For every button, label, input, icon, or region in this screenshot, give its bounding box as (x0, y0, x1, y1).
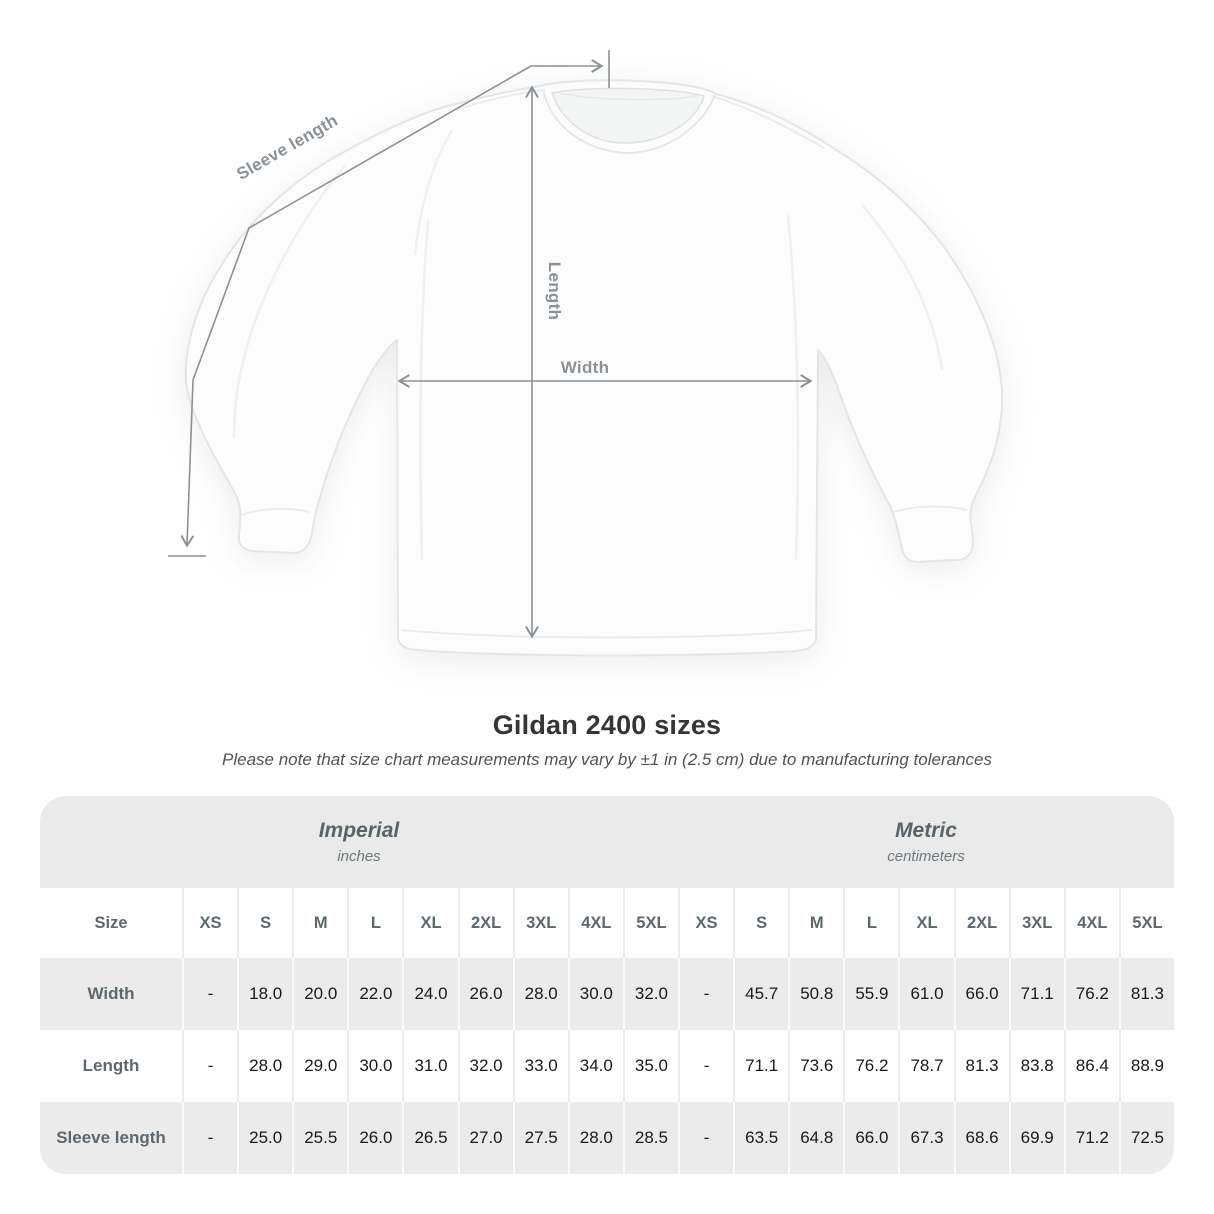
metric-unit-label: centimeters (887, 848, 965, 865)
length-imperial-2xl: 32.0 (458, 1030, 513, 1102)
width-imperial-s: 18.0 (237, 958, 292, 1030)
width-imperial-xl: 24.0 (402, 958, 457, 1030)
length-metric-5xl: 88.9 (1119, 1030, 1174, 1102)
length-metric-l: 76.2 (843, 1030, 898, 1102)
width-metric-xl: 61.0 (898, 958, 953, 1030)
metric-size-header: 2XL (954, 888, 1009, 958)
length-metric-4xl: 86.4 (1064, 1030, 1119, 1102)
imperial-size-header: M (292, 888, 347, 958)
width-imperial-2xl: 26.0 (458, 958, 513, 1030)
imperial-size-header: 3XL (513, 888, 568, 958)
width-imperial-3xl: 28.0 (513, 958, 568, 1030)
metric-size-header: 4XL (1064, 888, 1119, 958)
width-imperial-4xl: 30.0 (568, 958, 623, 1030)
width-metric-2xl: 66.0 (954, 958, 1009, 1030)
width-imperial-m: 20.0 (292, 958, 347, 1030)
sleeve-metric-xl: 67.3 (898, 1102, 953, 1174)
width-metric-3xl: 71.1 (1009, 958, 1064, 1030)
sleeve-metric-4xl: 71.2 (1064, 1102, 1119, 1174)
imperial-size-header: 4XL (568, 888, 623, 958)
width-metric-4xl: 76.2 (1064, 958, 1119, 1030)
page-subtitle: Please note that size chart measurements may vary by ±1 in (2.5 cm) due to manufacturing tolerances (222, 750, 992, 769)
width-metric-m: 50.8 (788, 958, 843, 1030)
imperial-size-header: 5XL (623, 888, 678, 958)
sleeve-length-label: Sleeve length (233, 110, 342, 184)
sleeve-length-row (40, 1102, 1174, 1174)
sleeve-metric-2xl: 68.6 (954, 1102, 1009, 1174)
size-header-row (40, 888, 1174, 958)
width-label: Width (560, 358, 610, 377)
sleeve-metric-5xl: 72.5 (1119, 1102, 1174, 1174)
width-row (40, 958, 1174, 1030)
imperial-size-header: L (347, 888, 402, 958)
length-metric-xl: 78.7 (898, 1030, 953, 1102)
imperial-size-header: S (237, 888, 292, 958)
row-label: Width (87, 984, 135, 1003)
sleeve-imperial-2xl: 27.0 (458, 1102, 513, 1174)
width-imperial-5xl: 32.0 (623, 958, 678, 1030)
length-metric-m: 73.6 (788, 1030, 843, 1102)
width-metric-s: 45.7 (733, 958, 788, 1030)
metric-section-header (678, 796, 1174, 888)
sleeve-metric-3xl: 69.9 (1009, 1102, 1064, 1174)
width-imperial-xs: - (182, 958, 237, 1030)
length-imperial-5xl: 35.0 (623, 1030, 678, 1102)
metric-size-header: 3XL (1009, 888, 1064, 958)
metric-size-header: L (843, 888, 898, 958)
length-imperial-m: 29.0 (292, 1030, 347, 1102)
metric-label: Metric (895, 819, 957, 842)
metric-size-header: S (733, 888, 788, 958)
unit-systems-band (40, 796, 1174, 888)
length-imperial-s: 28.0 (237, 1030, 292, 1102)
imperial-unit-label: inches (337, 848, 381, 865)
row-label: Sleeve length (56, 1128, 166, 1147)
sleeve-imperial-m: 25.5 (292, 1102, 347, 1174)
length-imperial-xs: - (182, 1030, 237, 1102)
length-metric-3xl: 83.8 (1009, 1030, 1064, 1102)
sleeve-imperial-s: 25.0 (237, 1102, 292, 1174)
width-metric-xs: - (678, 958, 733, 1030)
sleeve-imperial-xl: 26.5 (402, 1102, 457, 1174)
metric-size-header: 5XL (1119, 888, 1174, 958)
length-imperial-l: 30.0 (347, 1030, 402, 1102)
length-imperial-4xl: 34.0 (568, 1030, 623, 1102)
length-imperial-xl: 31.0 (402, 1030, 457, 1102)
imperial-label: Imperial (318, 819, 400, 842)
length-label: Length (545, 261, 564, 321)
imperial-size-header: XS (182, 888, 237, 958)
length-row (40, 1030, 1174, 1102)
sleeve-metric-s: 63.5 (733, 1102, 788, 1174)
metric-size-header: M (788, 888, 843, 958)
sleeve-imperial-xs: - (182, 1102, 237, 1174)
sleeve-metric-xs: - (678, 1102, 733, 1174)
length-metric-2xl: 81.3 (954, 1030, 1009, 1102)
length-metric-xs: - (678, 1030, 733, 1102)
width-metric-5xl: 81.3 (1119, 958, 1174, 1030)
page-title: Gildan 2400 sizes (492, 710, 722, 740)
size-table (40, 796, 1174, 1174)
row-label: Length (82, 1056, 140, 1075)
imperial-size-header: 2XL (458, 888, 513, 958)
length-imperial-3xl: 33.0 (513, 1030, 568, 1102)
sleeve-imperial-l: 26.0 (347, 1102, 402, 1174)
sleeve-metric-l: 66.0 (843, 1102, 898, 1174)
sleeve-imperial-5xl: 28.5 (623, 1102, 678, 1174)
imperial-size-header: XL (402, 888, 457, 958)
imperial-section-header (40, 796, 678, 888)
sleeve-imperial-4xl: 28.0 (568, 1102, 623, 1174)
width-metric-l: 55.9 (843, 958, 898, 1030)
length-metric-s: 71.1 (733, 1030, 788, 1102)
metric-size-header: XL (898, 888, 953, 958)
metric-size-header: XS (678, 888, 733, 958)
sleeve-metric-m: 64.8 (788, 1102, 843, 1174)
width-imperial-l: 22.0 (347, 958, 402, 1030)
sleeve-imperial-3xl: 27.5 (513, 1102, 568, 1174)
size-column-header: Size (94, 913, 128, 932)
